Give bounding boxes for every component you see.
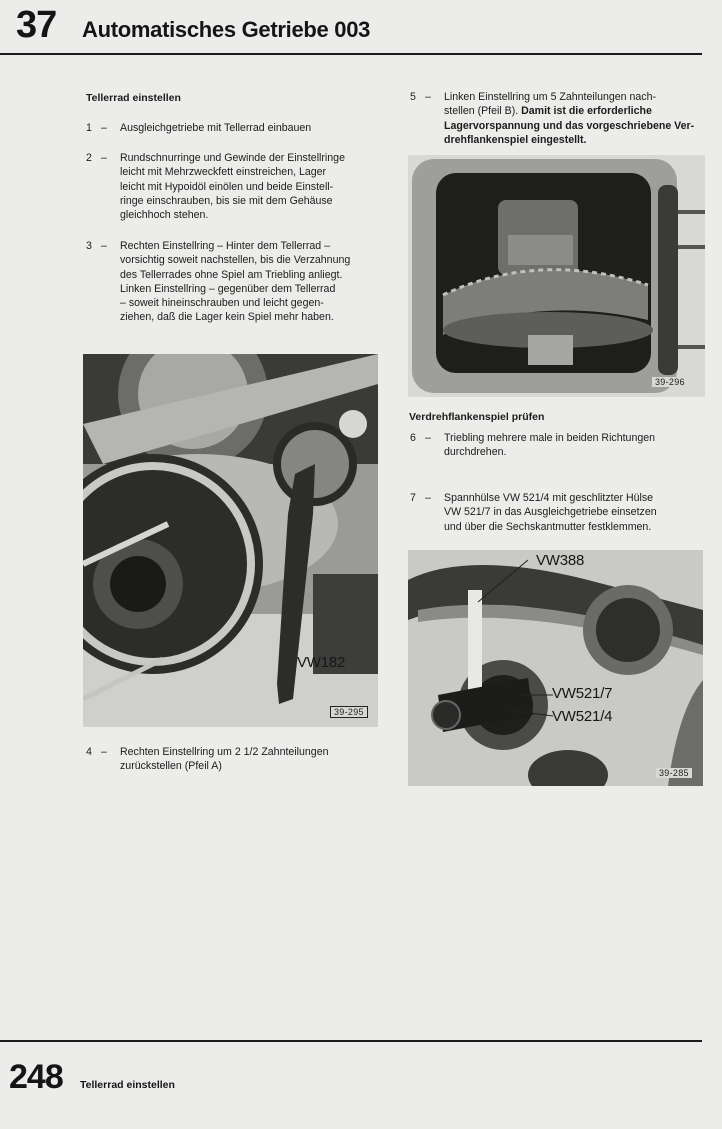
header-rule bbox=[0, 53, 702, 55]
step-line: zurückstellen (Pfeil A) bbox=[120, 760, 222, 773]
tool-label-vw521-7: VW521/7 bbox=[552, 685, 613, 702]
step-line: ziehen, daß die Lager kein Spiel mehr haben. bbox=[120, 311, 334, 324]
section-heading-verdrehflankenspiel: Verdrehflankenspiel prüfen bbox=[409, 411, 545, 423]
step-dash: – bbox=[101, 122, 107, 134]
section-heading-tellerrad: Tellerrad einstellen bbox=[86, 92, 181, 104]
step-number: 5 bbox=[410, 91, 416, 103]
step-3 bbox=[86, 239, 386, 329]
figure-39-285-photo bbox=[408, 550, 703, 786]
step-line: leicht mit Hypoidöl einölen und beide Einstell- bbox=[120, 180, 334, 193]
step-line-part: stellen (Pfeil B). bbox=[444, 105, 519, 118]
step-5 bbox=[410, 90, 710, 150]
step-line-bold: Damit ist die erforderliche bbox=[521, 105, 652, 118]
step-number: 7 bbox=[410, 492, 416, 504]
step-line: und über die Sechskantmutter festklemmen. bbox=[444, 520, 652, 533]
step-line: VW 521/7 in das Ausgleichgetriebe einsetzen bbox=[444, 506, 657, 519]
step-line bbox=[444, 104, 694, 118]
step-line: Spannhülse VW 521/4 mit geschlitzter Hülse bbox=[444, 492, 654, 504]
footer-rule bbox=[0, 1040, 702, 1042]
step-dash: – bbox=[425, 492, 431, 504]
step-line: – soweit hineinschrauben und leicht gegen- bbox=[120, 297, 324, 310]
step-line-bold: Lagervorspannung und das vorgeschriebene Ver- bbox=[444, 119, 695, 132]
step-line: Rechten Einstellring – Hinter dem Tellerrad – bbox=[120, 240, 331, 252]
step-7 bbox=[410, 491, 710, 536]
step-line: Rechten Einstellring um 2 1/2 Zahnteilungen bbox=[120, 746, 329, 758]
step-number: 4 bbox=[86, 746, 92, 758]
gearbox-photo-illustration bbox=[83, 354, 378, 727]
step-2 bbox=[86, 151, 386, 226]
figure-id-39-295: 39-295 bbox=[330, 706, 368, 718]
step-line: leicht mit Mehrzweckfett einstreichen, Lager bbox=[120, 166, 327, 179]
step-line: Triebling mehrere male in beiden Richtungen bbox=[444, 432, 656, 444]
step-text bbox=[444, 90, 694, 147]
step-text bbox=[120, 239, 350, 325]
tool-label-vw388: VW388 bbox=[536, 552, 585, 569]
step-line: Rundschnurringe und Gewinde der Einstellringe bbox=[120, 152, 345, 164]
step-number: 3 bbox=[86, 240, 92, 252]
step-line: durchdrehen. bbox=[444, 446, 507, 459]
figure-39-295-photo bbox=[83, 354, 378, 727]
step-text bbox=[444, 431, 655, 460]
step-dash: – bbox=[101, 152, 107, 164]
step-dash: – bbox=[101, 746, 107, 758]
figure-39-296-photo bbox=[408, 155, 705, 397]
step-dash: – bbox=[425, 91, 431, 103]
tool-label-vw182: VW182 bbox=[297, 654, 346, 671]
step-1 bbox=[86, 121, 386, 137]
step-line: vorsichtig soweit nachstellen, bis die Verzahnung bbox=[120, 254, 351, 267]
step-number: 6 bbox=[410, 432, 416, 444]
step-6 bbox=[410, 431, 710, 461]
tool-label-vw521-4: VW521/4 bbox=[552, 708, 613, 725]
step-line: Ausgleichgetriebe mit Tellerrad einbauen bbox=[120, 122, 312, 134]
step-line: gleichhoch stehen. bbox=[120, 209, 209, 222]
step-dash: – bbox=[425, 432, 431, 444]
footer-section-title: Tellerrad einstellen bbox=[80, 1079, 175, 1091]
step-text bbox=[120, 121, 311, 135]
step-text bbox=[120, 745, 328, 774]
step-4 bbox=[86, 745, 386, 775]
step-number: 1 bbox=[86, 122, 92, 134]
step-text bbox=[120, 151, 345, 222]
step-line: Linken Einstellring – gegenüber dem Tellerrad bbox=[120, 282, 336, 295]
step-line: ringe einschrauben, bis sie mit dem Gehäuse bbox=[120, 194, 333, 207]
chapter-title: Automatisches Getriebe 003 bbox=[82, 17, 371, 42]
step-line: des Tellerrades ohne Spiel am Triebling anliegt. bbox=[120, 268, 343, 281]
differential-photo-illustration bbox=[408, 155, 705, 397]
clamping-sleeve-photo-illustration bbox=[408, 550, 703, 786]
figure-id-39-285: 39-285 bbox=[656, 768, 692, 778]
step-line-bold: drehflankenspiel eingestellt. bbox=[444, 133, 587, 146]
step-dash: – bbox=[101, 240, 107, 252]
step-text bbox=[444, 491, 657, 534]
page-number: 248 bbox=[9, 1058, 63, 1096]
step-line: Linken Einstellring um 5 Zahnteilungen nach- bbox=[444, 91, 657, 103]
chapter-number: 37 bbox=[16, 4, 57, 46]
step-number: 2 bbox=[86, 152, 92, 164]
figure-id-39-296: 39-296 bbox=[652, 377, 688, 387]
